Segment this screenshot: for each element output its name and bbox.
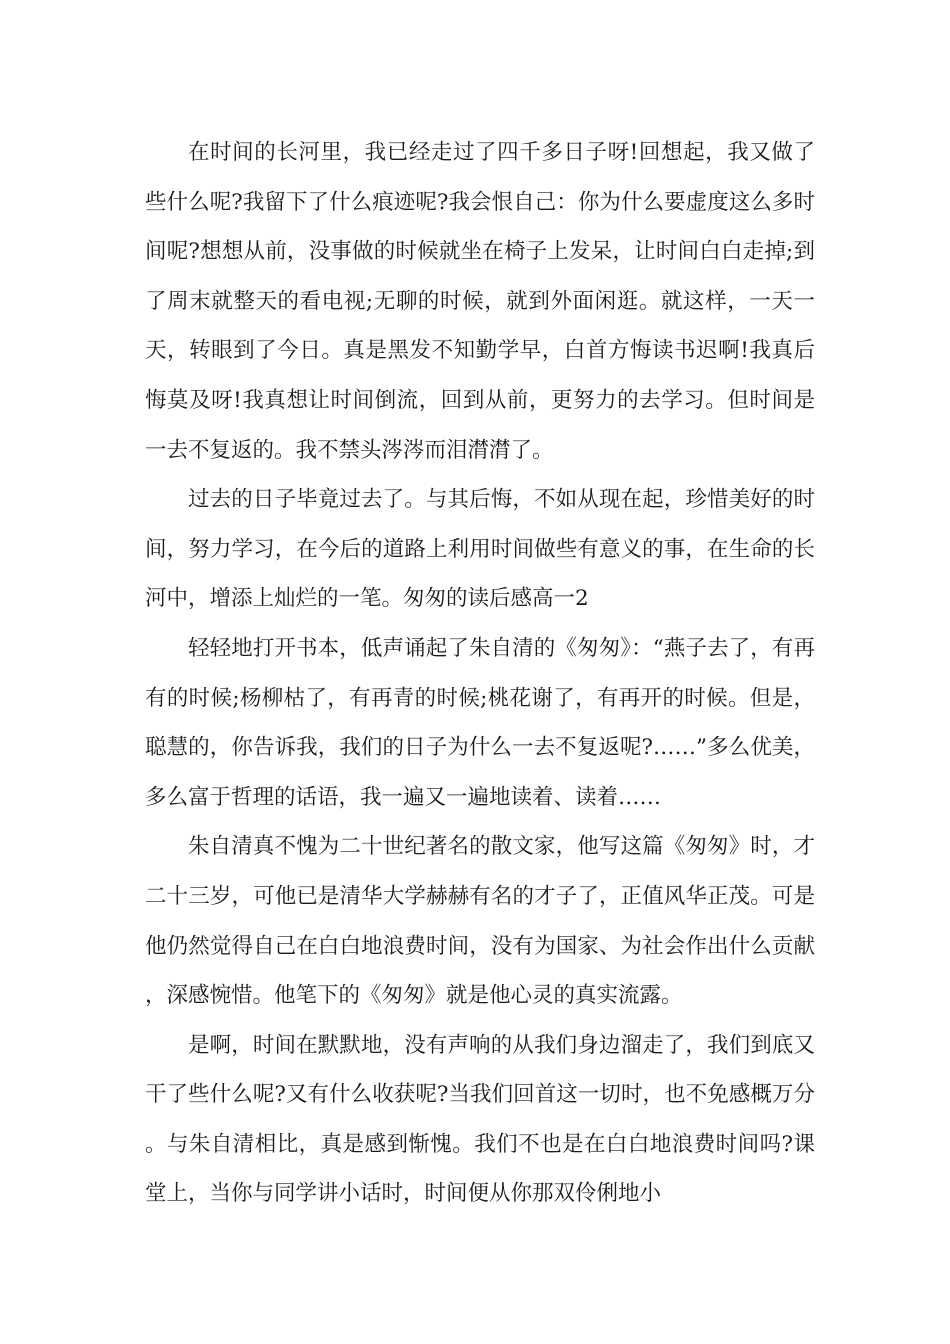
paragraph: 过去的日子毕竟过去了。与其后悔，不如从现在起，珍惜美好的时间，努力学习，在今后的道路上利用时间做些有意义的事，在生命的长河中，增添上灿烂的一笔。匆匆的读后感高一2: [145, 487, 815, 612]
paragraph: 在时间的长河里，我已经走过了四千多日子呀!回想起，我又做了些什么呢?我留下了什么痕迹呢?我会恨自己：你为什么要虚度这么多时间呢?想想从前，没事做的时候就坐在椅子上发呆，让时间白白走掉;到了周末就整天的看电视;无聊的时候，就到外面闲逛。就这样，一天一天，转眼到了今日。真是黑发不知勤学早，白首方悔读书迟啊!我真后悔莫及呀!我真想让时间倒流，回到从前，更努力的去学习。但时间是一去不复返的。我不禁头涔涔而泪潸潸了。: [145, 140, 815, 463]
paragraph: 是啊，时间在默默地，没有声响的从我们身边溜走了，我们到底又干了些什么呢?又有什么收获呢?当我们回首这一切时，也不免感概万分。与朱自清相比，真是感到惭愧。我们不也是在白白地浪费时间吗?课堂上，当你与同学讲小话时，时间便从你那双伶俐地小: [145, 1032, 815, 1207]
document-body: [145, 128, 815, 1219]
paragraph: 朱自清真不愧为二十世纪著名的散文家，他写这篇《匆匆》时，才二十三岁，可他已是清华大学赫赫有名的才子了，正值风华正茂。可是他仍然觉得自己在白白地浪费时间，没有为国家、为社会作出什么贡献，深感惋惜。他笔下的《匆匆》就是他心灵的真实流露。: [145, 834, 815, 1009]
paragraph: 轻轻地打开书本，低声诵起了朱自清的《匆匆》：“燕子去了，有再有的时候;杨柳枯了，有再青的时候;桃花谢了，有再开的时候。但是，聪慧的，你告诉我，我们的日子为什么一去不复返呢?……”多么优美，多么富于哲理的话语，我一遍又一遍地读着、读着……: [145, 635, 815, 810]
